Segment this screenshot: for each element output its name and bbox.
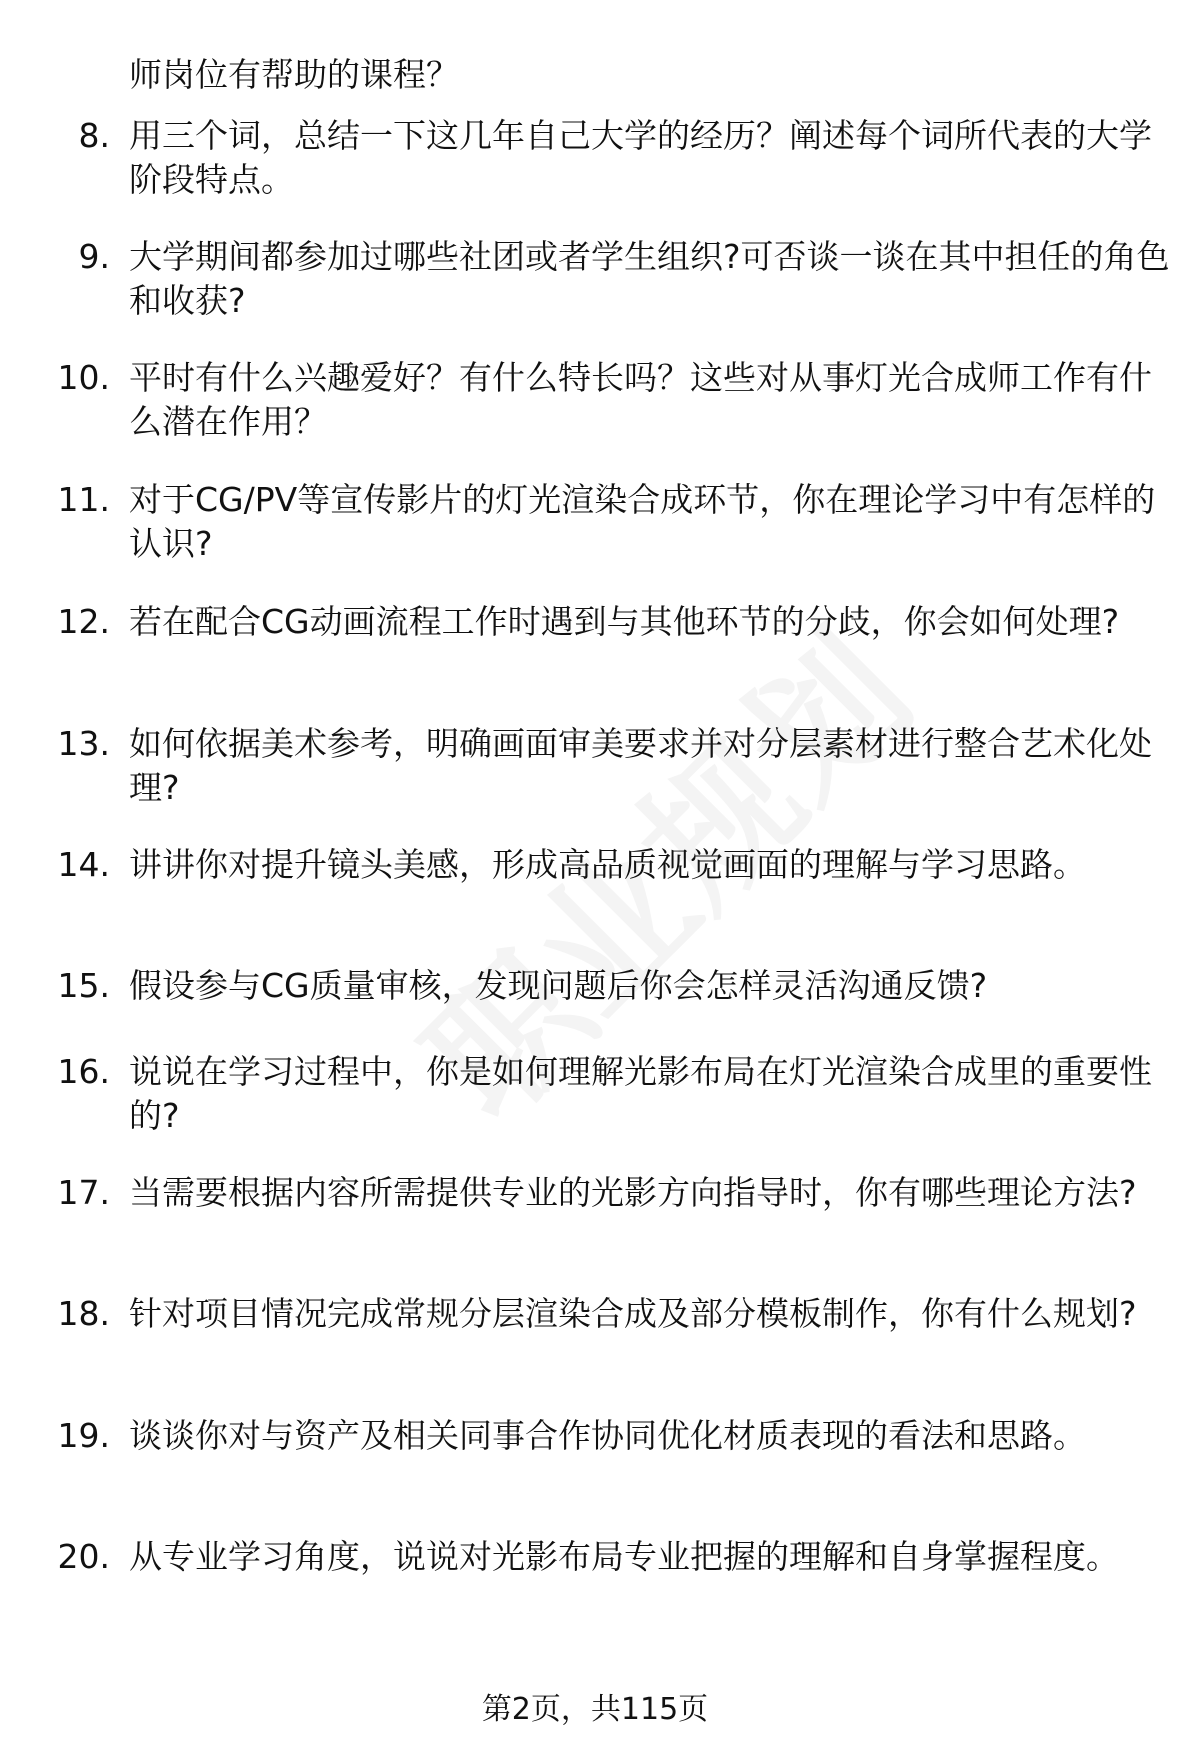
question-number: 20.: [57, 1537, 110, 1576]
question-text: 平时有什么兴趣爱好？有什么特长吗？这些对从事灯光合成师工作有什么潜在作用？: [129, 358, 1152, 441]
question-text: 说说在学习过程中，你是如何理解光影布局在灯光渲染合成里的重要性的?: [129, 1052, 1152, 1135]
question-number: 14.: [57, 845, 110, 884]
question-text: 讲讲你对提升镜头美感，形成高品质视觉画面的理解与学习思路。: [129, 845, 1086, 884]
question-text: 大学期间都参加过哪些社团或者学生组织?可否谈一谈在其中担任的角色和收获?: [129, 237, 1170, 320]
question-text: 如何依据美术参考，明确画面审美要求并对分层素材进行整合艺术化处理?: [129, 724, 1152, 807]
question-number: 13.: [57, 724, 110, 763]
question-number: 9.: [78, 237, 110, 276]
question-number: 11.: [57, 480, 110, 519]
question-text: 从专业学习角度，说说对光影布局专业把握的理解和自身掌握程度。: [129, 1537, 1119, 1576]
question-number: 16.: [57, 1052, 110, 1091]
question-text: 若在配合CG动画流程工作时遇到与其他环节的分歧，你会如何处理?: [129, 602, 1120, 641]
continued-question-text: 师岗位有帮助的课程？: [129, 55, 459, 94]
question-number: 17.: [57, 1173, 110, 1212]
question-number: 10.: [57, 358, 110, 397]
question-number: 19.: [57, 1416, 110, 1455]
question-text: 对于CG/PV等宣传影片的灯光渲染合成环节，你在理论学习中有怎样的认识?: [129, 480, 1156, 563]
question-number: 12.: [57, 602, 110, 641]
question-text: 当需要根据内容所需提供专业的光影方向指导时，你有哪些理论方法?: [129, 1173, 1137, 1212]
question-number: 15.: [57, 966, 110, 1005]
question-number: 8.: [78, 116, 110, 155]
page-footer: 第2页，共115页: [481, 1692, 709, 1727]
question-text: 谈谈你对与资产及相关同事合作协同优化材质表现的看法和思路。: [129, 1416, 1086, 1455]
question-text: 针对项目情况完成常规分层渲染合成及部分模板制作，你有什么规划?: [129, 1294, 1137, 1333]
question-text: 用三个词，总结一下这几年自己大学的经历？阐述每个词所代表的大学阶段特点。: [129, 116, 1152, 199]
question-number: 18.: [57, 1294, 110, 1333]
question-text: 假设参与CG质量审核，发现问题后你会怎样灵活沟通反馈?: [129, 966, 988, 1005]
